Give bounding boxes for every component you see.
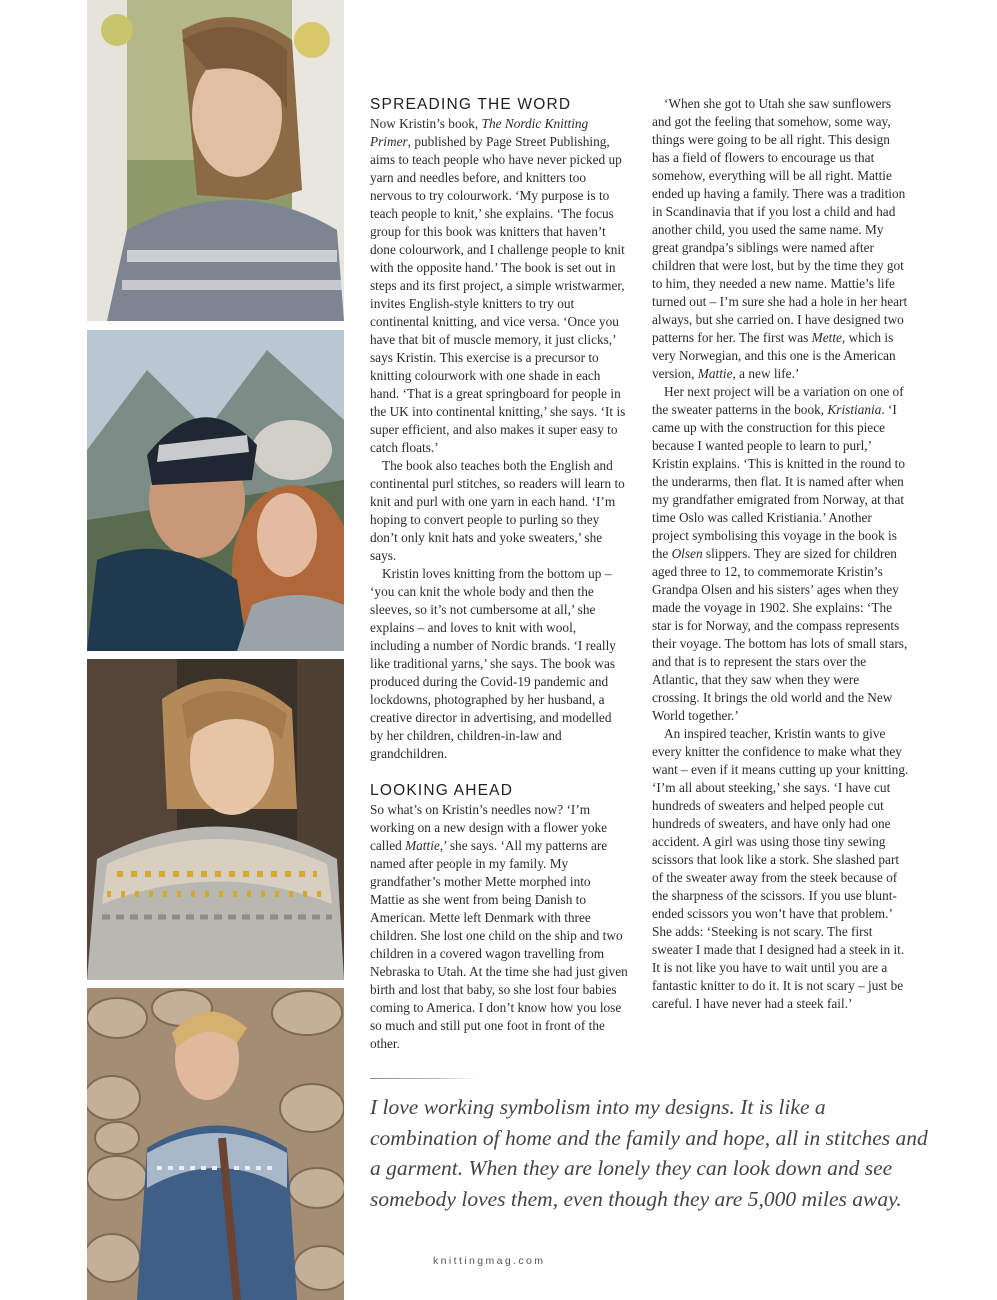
quote-divider [370,1078,480,1079]
section-heading-spreading: SPREADING THE WORD [370,96,572,113]
footer-url[interactable]: knittingmag.com [433,1255,546,1267]
paragraph: Her next project will be a variation on one of the sweater patterns in the book, Kristiania. ‘I came up with the construction for this piece because I wanted people to learn to purl,’ Kristin explains. ‘This is knitted in the round to the underarms, then flat. It is named after when my grandfather emigrated from Norway, at that time Oslo was called Kristiania.’ Another project symbolising this voyage in the book is the Olsen slippers. They are sized for children aged three to 12, to commemorate Kristin’s Grandpa Olsen and his sisters’ ages when they made the voyage in 1902. She explains: ‘The star is for Norway, and the compass represents their voyage. The bottom has lots of small stars, and that is to represent the stars over the Atlantic, that they saw when they were crossing. It brings the old world and the New World together.’ [652,384,908,723]
article-column-right [652,95,910,1013]
paragraph: An inspired teacher, Kristin wants to give every knitter the confidence to make what they want – even if it means cutting up your knitting. ‘I’m all about steeking,’ she says. ‘I have cut hundreds of sweaters and helped people cut hundreds of sweaters, and have only had one accident. A girl was using those tiny sewing scissors that look like a stork. She slashed part of the sweater away from the steek because of the sharpness of the scissors. If you use blunt-ended scissors you won’t have that problem.’ She adds: ‘Steeking is not scary. The first sweater I made that I designed had a steek in it. It is not like you have to wait until you are a fantastic knitter to do it. It is not scary – just be careful. I have never had a steek fail.’ [652,726,909,1011]
photo-couple-mountains [87,330,344,651]
paragraph: Now Kristin’s book, The Nordic Knitting Primer, published by Page Street Publishing, aims to teach people who have never picked up yarn and needles before, and knitters too nervous to try colourwork. ‘My purpose is to teach people to knit,’ she explains. ‘The focus group for this book was knitters that haven’t done colourwork, and I challenge people to knit with the opposite hand.’ The book is set out in steps and its first project, a simple wristwarmer, invites English-style knitters to try out continental knitting, and vice versa. ‘Once you have that bit of muscle memory, it just clicks,’ says Kristin. This exercise is a precursor to knitting colourwork with one shade in each hand. ‘That is a great springboard for people in the UK into continental knitting,’ she says. ‘It is super efficient, and also makes it super easy to catch floats.’ [370,116,626,455]
pull-quote: I love working symbolism into my designs. It is like a combination of home and the family and hope, all in stitches and a garment. When they are lonely they can look down and see somebody loves them, even though they are 5,000 miles away. [370,1095,928,1211]
paragraph: So what’s on Kristin’s needles now? ‘I’m working on a new design with a flower yoke called Mattie,’ she says. ‘All my patterns are named after people in my family. My grandfather’s mother Mette morphed into Mattie as she went from being Danish to American. Mette left Denmark with three children. She lost one child on the ship and two children in a covered wagon travelling from Nebraska to Utah. At the time she had just given birth and lost that baby, so she lost four babies coming to America. I don’t know how you lose so much and still put one foot in front of the other. [370,802,628,1051]
photo-woman-yellow-yoke [87,659,344,980]
paragraph: Kristin loves knitting from the bottom up – ‘you can knit the whole body and then the sleeves, so it’s not cumbersome at all,’ she explains – and loves to knit with wool, including a number of Nordic brands. ‘I really like traditional yarns,’ she says. The book was produced during the Covid-19 pandemic and lockdowns, photographed by her husband, a creative director in advertising, and modelled by her children, children-in-law and grandchildren. [370,566,616,761]
section-heading-looking-ahead: LOOKING AHEAD [370,782,514,799]
paragraph: ‘When she got to Utah she saw sunflowers and got the feeling that somehow, some way, things were going to be all right. This design has a field of flowers to encourage us that somehow, everything will be all right. Mattie ended up having a family. There was a tradition in Scandinavia that if you lost a child and had another child, you used the same name. My great grandpa’s siblings were named after children that were lost, but by the time they got to him, they needed a new name. Mattie’s life turned out – I’m sure she had a hole in her heart always, but she carried on. I have designed two patterns for her. The first was Mette, which is very Norwegian, and this one is the American version, Mattie, a new life.’ [652,96,908,381]
photo-man-stone-wall [87,988,344,1300]
paragraph: The book also teaches both the English and continental purl stitches, so readers will learn to knit and purl with one yarn in each hand. ‘I’m hoping to convert people to purling so they don’t only knit hats and yoke sweaters,’ she says. [370,458,625,563]
article-column-left [370,95,628,1053]
photo-woman-bob [87,0,344,321]
